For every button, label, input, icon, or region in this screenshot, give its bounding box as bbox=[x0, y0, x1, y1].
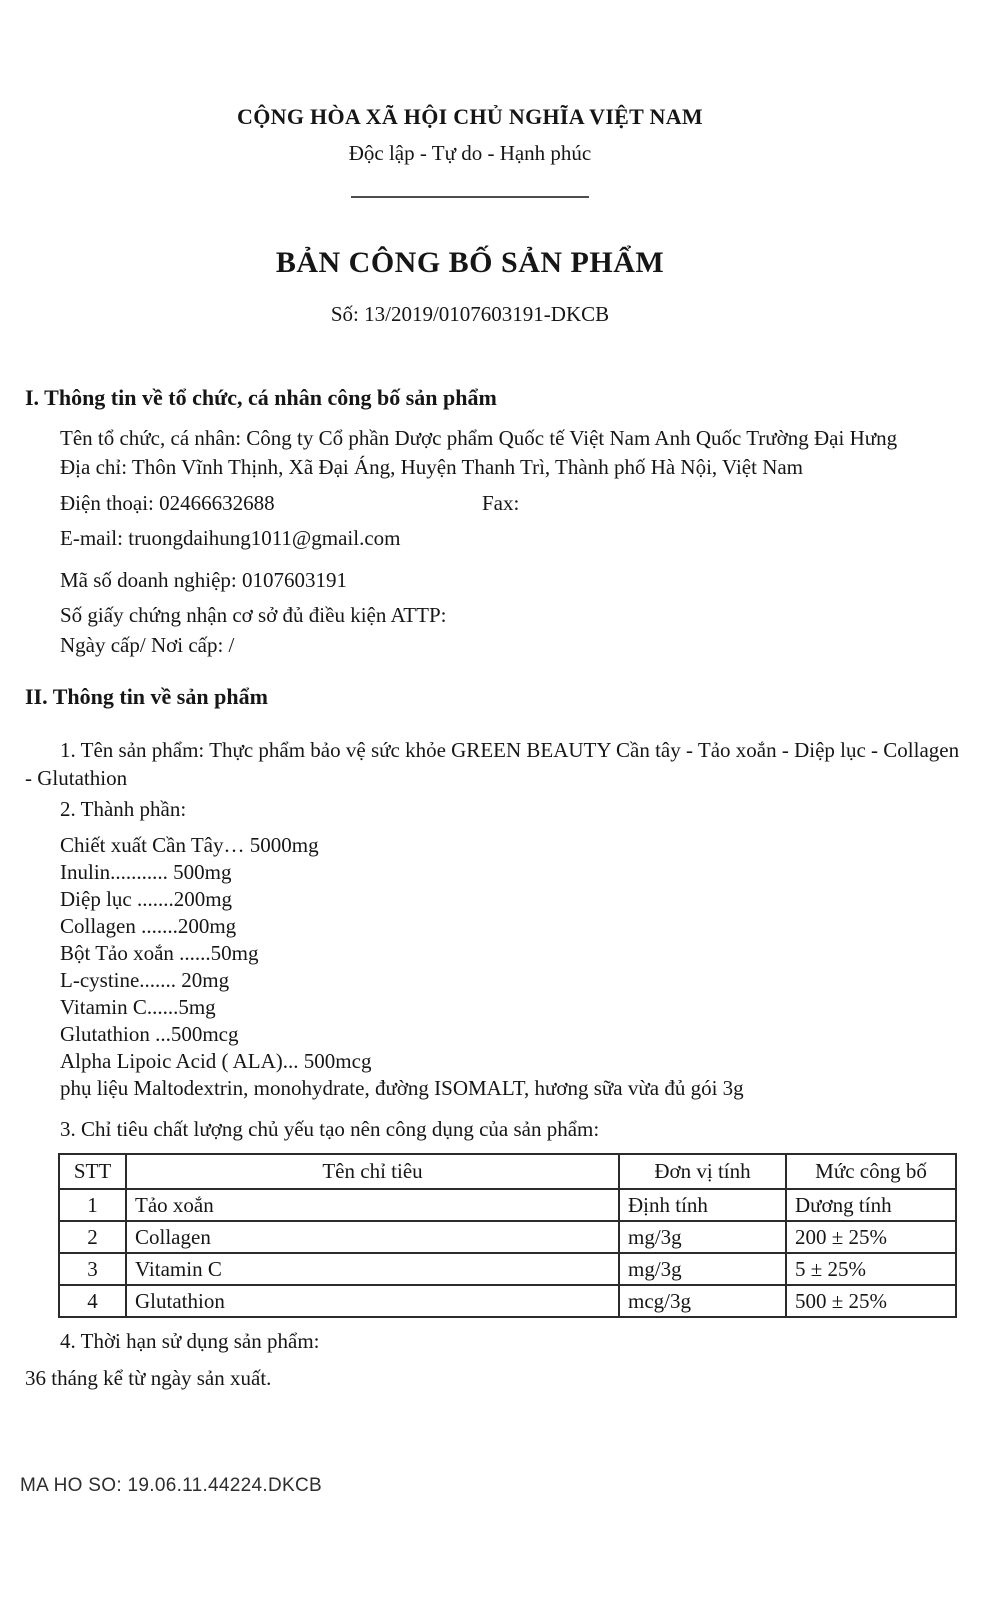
ingredients-list bbox=[25, 832, 960, 1102]
table-row bbox=[59, 1253, 956, 1285]
ingredient-item: Collagen .......200mg bbox=[60, 914, 237, 938]
table-header-stt: STT bbox=[59, 1154, 126, 1189]
table-header-level: Mức công bố bbox=[786, 1154, 956, 1189]
table-header-name: Tên chỉ tiêu bbox=[126, 1154, 619, 1189]
table-cell-unit: mg/3g bbox=[619, 1253, 786, 1285]
ingredient-item: Vitamin C......5mg bbox=[60, 995, 216, 1019]
table-cell-stt: 3 bbox=[59, 1253, 126, 1285]
table-header-row bbox=[59, 1154, 956, 1189]
table-cell-name: Vitamin C bbox=[126, 1253, 619, 1285]
ingredient-item: Glutathion ...500mcg bbox=[60, 1022, 239, 1046]
document-title: BẢN CÔNG BỐ SẢN PHẨM bbox=[275, 246, 665, 279]
fax-label: Fax: bbox=[482, 491, 520, 515]
phone-fax-line bbox=[25, 489, 960, 517]
national-header bbox=[25, 104, 915, 327]
shelf-life-value: 36 tháng kể từ ngày sản xuất. bbox=[25, 1366, 272, 1390]
section2-heading: II. Thông tin về sản phẩm bbox=[25, 684, 268, 709]
table-cell-name: Glutathion bbox=[126, 1285, 619, 1317]
table-cell-level: Dương tính bbox=[786, 1189, 956, 1221]
ingredients-heading: 2. Thành phần: bbox=[60, 797, 187, 821]
table-cell-unit: mcg/3g bbox=[619, 1285, 786, 1317]
issue-date-place-line: Ngày cấp/ Nơi cấp: / bbox=[60, 633, 235, 657]
quality-table bbox=[58, 1153, 957, 1318]
org-address: Địa chỉ: Thôn Vĩnh Thịnh, Xã Đại Áng, Huyện Thanh Trì, Thành phố Hà Nội, Việt Nam bbox=[60, 455, 804, 479]
table-row bbox=[59, 1221, 956, 1253]
table-cell-unit: Định tính bbox=[619, 1189, 786, 1221]
business-code-line: Mã số doanh nghiệp: 0107603191 bbox=[60, 568, 347, 592]
table-cell-stt: 2 bbox=[59, 1221, 126, 1253]
table-row bbox=[59, 1189, 956, 1221]
table-cell-unit: mg/3g bbox=[619, 1221, 786, 1253]
ingredient-item: Bột Tảo xoắn ......50mg bbox=[60, 941, 259, 965]
table-cell-level: 5 ± 25% bbox=[786, 1253, 956, 1285]
ingredient-item: L-cystine....... 20mg bbox=[60, 968, 230, 992]
table-cell-stt: 4 bbox=[59, 1285, 126, 1317]
phone-value: Điện thoại: 02466632688 bbox=[60, 491, 275, 515]
national-motto-line1: CỘNG HÒA XÃ HỘI CHỦ NGHĨA VIỆT NAM bbox=[237, 104, 703, 129]
table-header-unit: Đơn vị tính bbox=[619, 1154, 786, 1189]
ingredient-item: Inulin........... 500mg bbox=[60, 860, 232, 884]
attp-certificate-line: Số giấy chứng nhận cơ sở đủ điều kiện ATTP: bbox=[60, 603, 447, 627]
document-number: Số: 13/2019/0107603191-DKCB bbox=[330, 302, 610, 326]
table-row bbox=[59, 1285, 956, 1317]
table-cell-stt: 1 bbox=[59, 1189, 126, 1221]
national-motto-line2: Độc lập - Tự do - Hạnh phúc bbox=[348, 141, 592, 165]
email-line: E-mail: truongdaihung1011@gmail.com bbox=[60, 526, 401, 550]
dossier-code: MA HO SO: 19.06.11.44224.DKCB bbox=[20, 1475, 322, 1496]
table-cell-level: 200 ± 25% bbox=[786, 1221, 956, 1253]
section1-heading: I. Thông tin về tổ chức, cá nhân công bố sản phẩm bbox=[25, 385, 497, 410]
table-cell-level: 500 ± 25% bbox=[786, 1285, 956, 1317]
shelf-life-heading: 4. Thời hạn sử dụng sản phẩm: bbox=[60, 1329, 320, 1353]
product-name-line: 1. Tên sản phẩm: Thực phẩm bảo vệ sức khỏe GREEN BEAUTY Cần tây - Tảo xoắn - Diệp lục - Collagen - Glutathion bbox=[25, 738, 960, 790]
excipients-line: phụ liệu Maltodextrin, monohydrate, đường ISOMALT, hương sữa vừa đủ gói 3g bbox=[60, 1076, 744, 1100]
ingredient-item: Alpha Lipoic Acid ( ALA)... 500mcg bbox=[60, 1049, 372, 1073]
org-name: Tên tổ chức, cá nhân: Công ty Cổ phần Dược phẩm Quốc tế Việt Nam Anh Quốc Trường Đại Hưng bbox=[60, 426, 898, 450]
table-cell-name: Tảo xoắn bbox=[126, 1189, 619, 1221]
ingredient-item: Diệp lục .......200mg bbox=[60, 887, 233, 911]
quality-heading: 3. Chỉ tiêu chất lượng chủ yếu tạo nên công dụng của sản phẩm: bbox=[60, 1117, 600, 1141]
ingredient-item: Chiết xuất Cần Tây… 5000mg bbox=[60, 833, 319, 857]
header-divider bbox=[351, 196, 589, 198]
table-cell-name: Collagen bbox=[126, 1221, 619, 1253]
